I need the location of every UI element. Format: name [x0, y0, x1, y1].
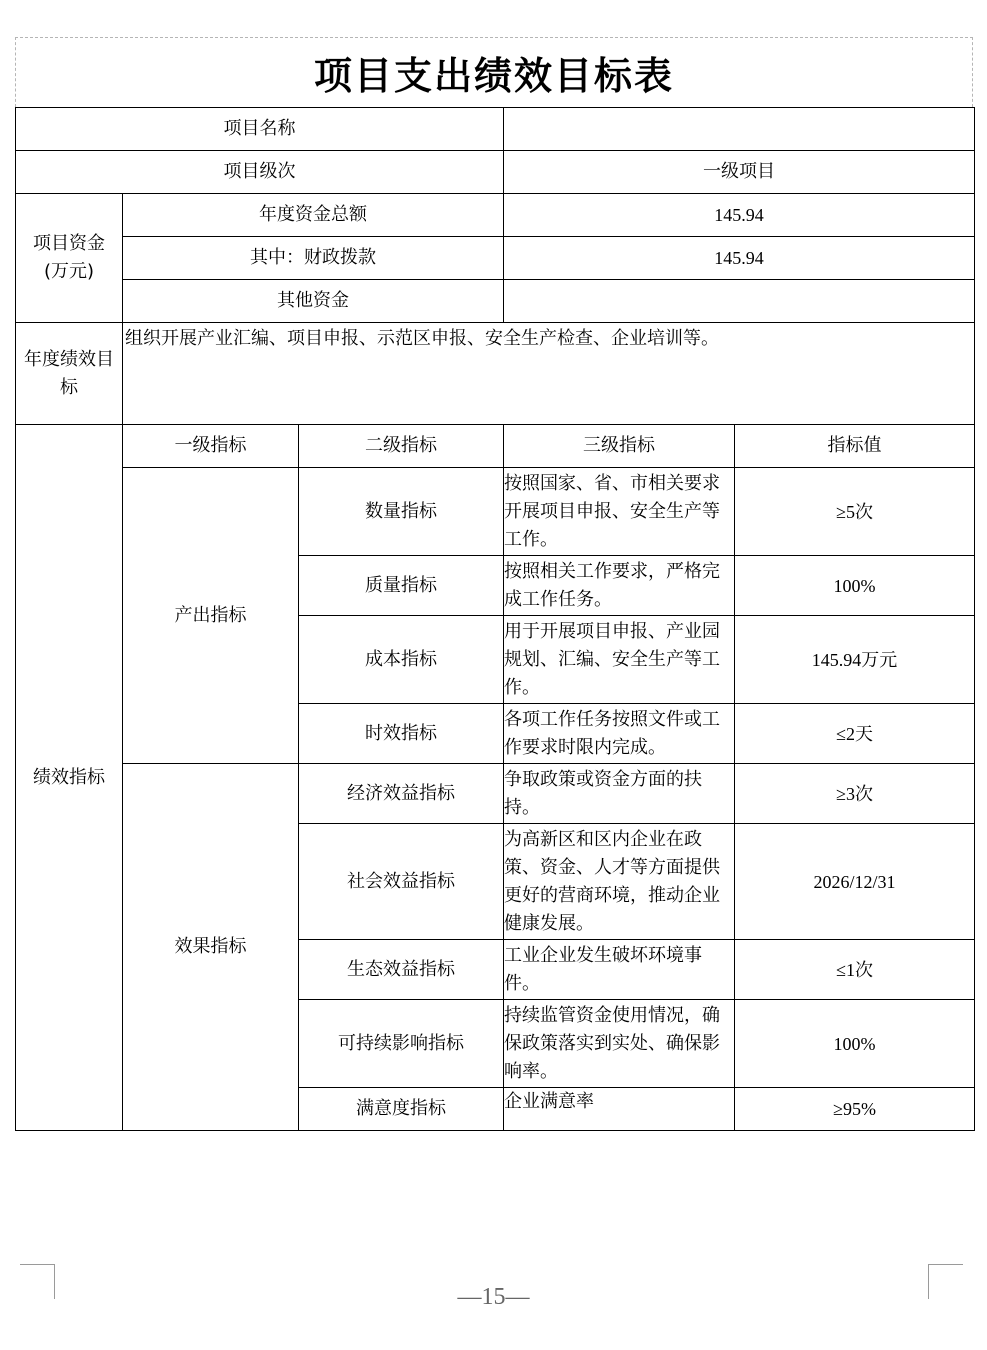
level3-cell: 按照国家、省、市相关要求开展项目申报、安全生产等工作。	[504, 468, 735, 556]
value-cell: 100%	[735, 556, 975, 616]
funds-label: 项目资金(万元)	[16, 194, 123, 323]
level2-cell: 数量指标	[299, 468, 504, 556]
level2-cell: 经济效益指标	[299, 764, 504, 824]
row-annual-total	[16, 194, 975, 237]
project-level-value: 一级项目	[504, 151, 975, 194]
value-cell: ≥95%	[735, 1088, 975, 1131]
level2-cell: 成本指标	[299, 616, 504, 704]
page-number: —15—	[457, 1284, 530, 1310]
other-funds-label: 其他资金	[123, 280, 504, 323]
project-name-value	[504, 108, 975, 151]
level3-cell: 为高新区和区内企业在政策、资金、人才等方面提供更好的营商环境，推动企业健康发展。	[504, 824, 735, 940]
value-cell: ≤1次	[735, 940, 975, 1000]
level2-cell: 满意度指标	[299, 1088, 504, 1131]
level3-cell: 企业满意率	[504, 1088, 735, 1131]
performance-table	[15, 107, 975, 1131]
row-project-level	[16, 151, 975, 194]
value-cell: ≥3次	[735, 764, 975, 824]
value-cell: ≤2天	[735, 704, 975, 764]
row-annual-goal	[16, 323, 975, 425]
annual-total-label: 年度资金总额	[123, 194, 504, 237]
level3-cell: 按照相关工作要求，严格完成工作任务。	[504, 556, 735, 616]
annual-goal-text: 组织开展产业汇编、项目申报、示范区申报、安全生产检查、企业培训等。	[123, 323, 975, 425]
table-row	[16, 764, 975, 824]
row-fiscal	[16, 237, 975, 280]
table-row	[16, 468, 975, 556]
level2-cell: 质量指标	[299, 556, 504, 616]
row-project-name	[16, 108, 975, 151]
level3-cell: 持续监管资金使用情况，确保政策落实到实处、确保影响率。	[504, 1000, 735, 1088]
level3-cell: 工业企业发生破坏环境事件。	[504, 940, 735, 1000]
value-cell: 145.94万元	[735, 616, 975, 704]
row-other-funds	[16, 280, 975, 323]
row-indicator-header	[16, 425, 975, 468]
effect-indicator-label: 效果指标	[123, 764, 299, 1131]
title-box	[15, 37, 973, 107]
level3-cell: 用于开展项目申报、产业园规划、汇编、安全生产等工作。	[504, 616, 735, 704]
annual-total-value: 145.94	[504, 194, 975, 237]
value-cell: 2026/12/31	[735, 824, 975, 940]
col-value-header: 指标值	[735, 425, 975, 468]
project-name-label: 项目名称	[16, 108, 504, 151]
level2-cell: 生态效益指标	[299, 940, 504, 1000]
project-level-label: 项目级次	[16, 151, 504, 194]
level3-cell: 各项工作任务按照文件或工作要求时限内完成。	[504, 704, 735, 764]
document-title: 项目支出绩效目标表	[313, 53, 674, 98]
col-level1-header: 一级指标	[123, 425, 299, 468]
value-cell: 100%	[735, 1000, 975, 1088]
col-level3-header: 三级指标	[504, 425, 735, 468]
level3-cell: 争取政策或资金方面的扶持。	[504, 764, 735, 824]
level2-cell: 时效指标	[299, 704, 504, 764]
fiscal-value: 145.94	[504, 237, 975, 280]
fiscal-label: 其中：财政拨款	[123, 237, 504, 280]
indicators-section-label: 绩效指标	[16, 425, 123, 1131]
annual-goal-label: 年度绩效目标	[16, 323, 123, 425]
col-level2-header: 二级指标	[299, 425, 504, 468]
value-cell: ≥5次	[735, 468, 975, 556]
level2-cell: 可持续影响指标	[299, 1000, 504, 1088]
level2-cell: 社会效益指标	[299, 824, 504, 940]
other-funds-value	[504, 280, 975, 323]
output-indicator-label: 产出指标	[123, 468, 299, 764]
